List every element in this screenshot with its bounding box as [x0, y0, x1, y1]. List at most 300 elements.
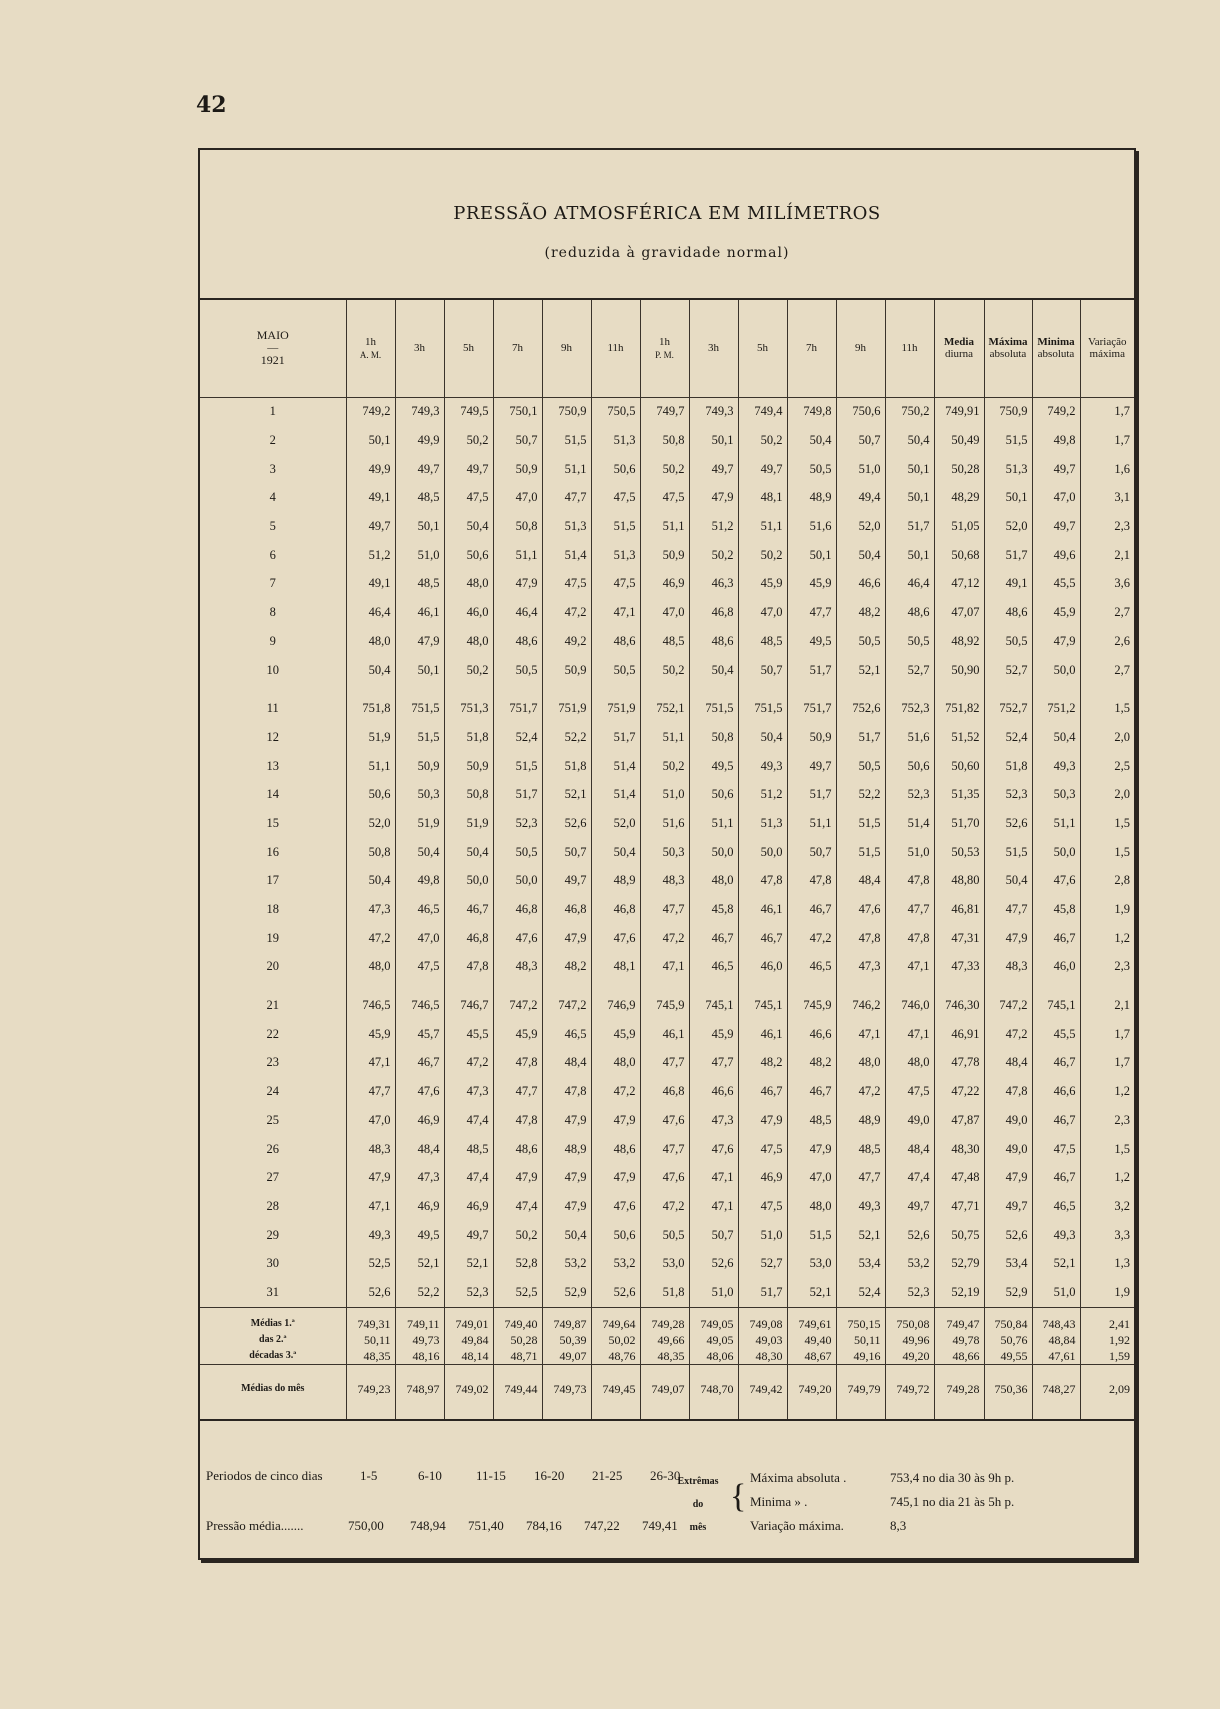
value-cell: 747,2: [542, 981, 591, 1020]
month-mean-cell: 749,02: [444, 1364, 493, 1420]
value-cell: 48,0: [346, 953, 395, 982]
value-cell: 47,87: [934, 1106, 984, 1135]
decade-mean-cell: 750,15 50,11 49,16: [836, 1307, 885, 1364]
month-mean-cell: 748,97: [395, 1364, 444, 1420]
periods-label: Periodos de cinco dias: [206, 1468, 323, 1483]
value-cell: 1,5: [1080, 684, 1134, 723]
value-cell: 46,7: [1032, 1049, 1080, 1078]
value-cell: 49,8: [1032, 426, 1080, 455]
day-cell: 21: [266, 998, 279, 1013]
value-cell: 47,4: [444, 1163, 493, 1192]
period-item: 16-20: [534, 1468, 565, 1483]
value-cell: 52,4: [836, 1278, 885, 1307]
value-cell: 50,8: [640, 426, 689, 455]
value-cell: 50,3: [395, 780, 444, 809]
value-cell: 751,3: [444, 684, 493, 723]
value-cell: 48,6: [493, 1135, 542, 1164]
value-cell: 48,3: [493, 953, 542, 982]
value-cell: 47,5: [885, 1077, 934, 1106]
value-cell: 47,48: [934, 1163, 984, 1192]
value-cell: 747,2: [984, 981, 1032, 1020]
value-cell: 752,7: [984, 684, 1032, 723]
value-cell: 50,2: [689, 541, 738, 570]
value-cell: 46,1: [738, 895, 787, 924]
month-mean-cell: 749,28: [934, 1364, 984, 1420]
value-cell: 49,7: [444, 1221, 493, 1250]
value-cell: 749,8: [787, 397, 836, 426]
value-cell: 751,7: [787, 684, 836, 723]
value-cell: 49,7: [1032, 455, 1080, 484]
value-cell: 49,3: [1032, 1221, 1080, 1250]
value-cell: 49,9: [346, 455, 395, 484]
value-cell: 47,6: [591, 1192, 640, 1221]
value-cell: 45,5: [444, 1020, 493, 1049]
table-row: [200, 953, 1134, 982]
decade-means-row: [200, 1307, 1134, 1364]
value-cell: 50,3: [1032, 780, 1080, 809]
value-cell: 51,3: [984, 455, 1032, 484]
day-cell: 29: [266, 1227, 279, 1242]
value-cell: 51,6: [787, 512, 836, 541]
value-cell: 1,2: [1080, 1077, 1134, 1106]
month-mean-cell: 2,09: [1080, 1364, 1134, 1420]
table-row: [200, 1135, 1134, 1164]
value-cell: 50,9: [493, 455, 542, 484]
value-cell: 51,0: [885, 838, 934, 867]
value-cell: 50,4: [738, 723, 787, 752]
value-cell: 51,4: [542, 541, 591, 570]
value-cell: 47,0: [738, 598, 787, 627]
value-cell: 750,1: [493, 397, 542, 426]
value-cell: 47,1: [591, 598, 640, 627]
value-cell: 51,1: [493, 541, 542, 570]
value-cell: 51,5: [984, 838, 1032, 867]
value-cell: 48,5: [738, 627, 787, 656]
value-cell: 751,5: [738, 684, 787, 723]
value-cell: 49,7: [395, 455, 444, 484]
value-cell: 48,2: [542, 953, 591, 982]
value-cell: 51,0: [640, 780, 689, 809]
day-cell: 12: [266, 729, 279, 744]
value-cell: 749,3: [689, 397, 738, 426]
value-cell: 48,0: [444, 570, 493, 599]
value-cell: 2,1: [1080, 541, 1134, 570]
value-cell: 52,3: [984, 780, 1032, 809]
value-cell: 50,1: [346, 426, 395, 455]
value-cell: 52,1: [542, 780, 591, 809]
page-title: PRESSÃO ATMOSFÉRICA EM MILÍMETROS: [453, 203, 881, 224]
value-cell: 51,5: [395, 723, 444, 752]
value-cell: 49,0: [984, 1106, 1032, 1135]
value-cell: 51,0: [738, 1221, 787, 1250]
day-cell: 6: [269, 547, 276, 562]
table-row: [200, 541, 1134, 570]
value-cell: 47,7: [689, 1049, 738, 1078]
value-cell: 51,1: [346, 752, 395, 781]
value-cell: 46,0: [738, 953, 787, 982]
value-cell: 50,1: [885, 484, 934, 513]
value-cell: 50,7: [787, 838, 836, 867]
value-cell: 51,6: [640, 809, 689, 838]
value-cell: 46,7: [787, 895, 836, 924]
value-cell: 50,4: [885, 426, 934, 455]
hour-header: 1h P. M.: [640, 300, 689, 397]
value-cell: 1,7: [1080, 426, 1134, 455]
value-cell: 751,8: [346, 684, 395, 723]
month-mean-cell: 749,72: [885, 1364, 934, 1420]
value-cell: 49,4: [836, 484, 885, 513]
value-cell: 50,4: [591, 838, 640, 867]
value-cell: 47,6: [640, 1106, 689, 1135]
table-body: [200, 397, 1134, 1307]
pressure-table: [200, 300, 1134, 1421]
day-cell: 13: [266, 758, 279, 773]
value-cell: 51,8: [640, 1278, 689, 1307]
value-cell: 49,5: [787, 627, 836, 656]
value-cell: 47,9: [542, 1106, 591, 1135]
value-cell: 1,5: [1080, 1135, 1134, 1164]
value-cell: 50,9: [640, 541, 689, 570]
value-cell: 50,1: [395, 656, 444, 685]
value-cell: 50,5: [984, 627, 1032, 656]
value-cell: 47,1: [346, 1049, 395, 1078]
table-row: [200, 484, 1134, 513]
month-mean-cell: 749,42: [738, 1364, 787, 1420]
value-cell: 52,19: [934, 1278, 984, 1307]
value-cell: 50,6: [444, 541, 493, 570]
day-cell: 16: [266, 844, 279, 859]
value-cell: 45,9: [591, 1020, 640, 1049]
value-cell: 47,1: [885, 953, 934, 982]
value-cell: 51,5: [542, 426, 591, 455]
value-cell: 50,28: [934, 455, 984, 484]
value-cell: 46,5: [542, 1020, 591, 1049]
hour-header: 9h: [836, 300, 885, 397]
value-cell: 47,3: [836, 953, 885, 982]
value-cell: 48,6: [493, 627, 542, 656]
value-cell: 745,9: [787, 981, 836, 1020]
value-cell: 751,9: [591, 684, 640, 723]
value-cell: 50,9: [787, 723, 836, 752]
value-cell: 52,8: [493, 1249, 542, 1278]
value-cell: 50,2: [738, 541, 787, 570]
value-cell: 47,8: [493, 1106, 542, 1135]
value-cell: 46,8: [591, 895, 640, 924]
value-cell: 46,7: [738, 1077, 787, 1106]
value-cell: 49,7: [984, 1192, 1032, 1221]
value-cell: 49,7: [444, 455, 493, 484]
table-row: [200, 838, 1134, 867]
value-cell: 48,4: [395, 1135, 444, 1164]
table-row: [200, 570, 1134, 599]
page-subtitle: (reduzida à gravidade normal): [544, 245, 790, 261]
period-item: 11-15: [476, 1468, 506, 1483]
value-cell: 50,9: [395, 752, 444, 781]
value-cell: 50,7: [689, 1221, 738, 1250]
value-cell: 52,4: [984, 723, 1032, 752]
day-cell: 23: [266, 1055, 279, 1070]
value-cell: 49,7: [738, 455, 787, 484]
value-cell: 47,8: [738, 867, 787, 896]
value-cell: 47,22: [934, 1077, 984, 1106]
value-cell: 47,0: [640, 598, 689, 627]
value-cell: 51,7: [738, 1278, 787, 1307]
minima-header: Minima absoluta: [1032, 300, 1080, 397]
hour-header: 5h: [444, 300, 493, 397]
value-cell: 51,5: [836, 838, 885, 867]
value-cell: 1,7: [1080, 397, 1134, 426]
value-cell: 47,6: [689, 1135, 738, 1164]
value-cell: 1,3: [1080, 1249, 1134, 1278]
value-cell: 45,8: [1032, 895, 1080, 924]
value-cell: 51,52: [934, 723, 984, 752]
pressure-value: 784,16: [526, 1518, 562, 1533]
value-cell: 47,12: [934, 570, 984, 599]
value-cell: 48,5: [444, 1135, 493, 1164]
value-cell: 47,9: [1032, 627, 1080, 656]
value-cell: 47,7: [640, 1049, 689, 1078]
value-cell: 51,5: [591, 512, 640, 541]
value-cell: 47,07: [934, 598, 984, 627]
value-cell: 47,2: [984, 1020, 1032, 1049]
day-cell: 28: [266, 1198, 279, 1213]
value-cell: 49,0: [984, 1135, 1032, 1164]
value-cell: 46,6: [836, 570, 885, 599]
value-cell: 51,70: [934, 809, 984, 838]
value-cell: 749,2: [1032, 397, 1080, 426]
value-cell: 52,3: [493, 809, 542, 838]
value-cell: 52,0: [346, 809, 395, 838]
page-number: 42: [196, 92, 227, 118]
value-cell: 50,0: [689, 838, 738, 867]
value-cell: 51,2: [738, 780, 787, 809]
value-cell: 50,4: [395, 838, 444, 867]
value-cell: 47,9: [493, 570, 542, 599]
value-cell: 745,1: [1032, 981, 1080, 1020]
month-mean-cell: 750,36: [984, 1364, 1032, 1420]
value-cell: 745,9: [640, 981, 689, 1020]
value-cell: 47,5: [591, 484, 640, 513]
value-cell: 46,7: [689, 924, 738, 953]
value-cell: 48,0: [346, 627, 395, 656]
value-cell: 50,4: [542, 1221, 591, 1250]
month-mean-cell: 749,23: [346, 1364, 395, 1420]
value-cell: 46,8: [542, 895, 591, 924]
value-cell: 50,2: [640, 656, 689, 685]
value-cell: 48,9: [591, 867, 640, 896]
value-cell: 48,9: [836, 1106, 885, 1135]
month-means-label: Médias do mês: [200, 1364, 346, 1420]
value-cell: 45,8: [689, 895, 738, 924]
value-cell: 50,75: [934, 1221, 984, 1250]
day-cell: 20: [266, 959, 279, 974]
table-row: [200, 455, 1134, 484]
value-cell: 3,6: [1080, 570, 1134, 599]
value-cell: 48,0: [689, 867, 738, 896]
value-cell: 52,5: [493, 1278, 542, 1307]
value-cell: 45,9: [689, 1020, 738, 1049]
value-cell: 46,91: [934, 1020, 984, 1049]
value-cell: 52,9: [542, 1278, 591, 1307]
value-cell: 49,1: [984, 570, 1032, 599]
value-cell: 51,5: [836, 809, 885, 838]
value-cell: 50,9: [542, 656, 591, 685]
value-cell: 51,5: [493, 752, 542, 781]
value-cell: 50,60: [934, 752, 984, 781]
month-mean-cell: 748,27: [1032, 1364, 1080, 1420]
value-cell: 50,5: [787, 455, 836, 484]
value-cell: 50,6: [689, 780, 738, 809]
value-cell: 50,4: [984, 867, 1032, 896]
value-cell: 48,5: [787, 1106, 836, 1135]
value-cell: 48,0: [591, 1049, 640, 1078]
value-cell: 52,1: [1032, 1249, 1080, 1278]
value-cell: 45,7: [395, 1020, 444, 1049]
decade-mean-cell: 750,84 50,76 49,55: [984, 1307, 1032, 1364]
table-header-block: [200, 150, 1134, 300]
value-cell: 749,2: [346, 397, 395, 426]
table-row: [200, 981, 1134, 1020]
value-cell: 749,4: [738, 397, 787, 426]
value-cell: 47,7: [346, 1077, 395, 1106]
value-cell: 53,0: [787, 1249, 836, 1278]
value-cell: 48,4: [542, 1049, 591, 1078]
value-cell: 745,1: [689, 981, 738, 1020]
value-cell: 51,7: [591, 723, 640, 752]
value-cell: 48,2: [787, 1049, 836, 1078]
value-cell: 746,5: [346, 981, 395, 1020]
value-cell: 47,9: [346, 1163, 395, 1192]
period-item: 1-5: [360, 1468, 378, 1483]
value-cell: 51,7: [885, 512, 934, 541]
value-cell: 46,7: [787, 1077, 836, 1106]
value-cell: 46,4: [885, 570, 934, 599]
value-cell: 2,3: [1080, 512, 1134, 541]
value-cell: 48,30: [934, 1135, 984, 1164]
value-cell: 47,7: [493, 1077, 542, 1106]
table-row: [200, 1192, 1134, 1221]
decade-mean-cell: 749,01 49,84 48,14: [444, 1307, 493, 1364]
value-cell: 48,3: [346, 1135, 395, 1164]
value-cell: 47,6: [395, 1077, 444, 1106]
value-cell: 47,8: [885, 924, 934, 953]
pressure-value: 751,40: [468, 1518, 504, 1533]
value-cell: 46,5: [689, 953, 738, 982]
value-cell: 47,0: [395, 924, 444, 953]
decade-mean-cell: 749,08 49,03 48,30: [738, 1307, 787, 1364]
value-cell: 51,0: [689, 1278, 738, 1307]
value-cell: 746,9: [591, 981, 640, 1020]
value-cell: 51,2: [346, 541, 395, 570]
value-cell: 52,6: [542, 809, 591, 838]
value-cell: 47,5: [542, 570, 591, 599]
day-cell: 22: [266, 1026, 279, 1041]
value-cell: 47,0: [1032, 484, 1080, 513]
value-cell: 2,3: [1080, 1106, 1134, 1135]
value-cell: 47,2: [542, 598, 591, 627]
value-cell: 47,4: [444, 1106, 493, 1135]
value-cell: 49,7: [346, 512, 395, 541]
value-cell: 1,7: [1080, 1020, 1134, 1049]
value-cell: 52,0: [984, 512, 1032, 541]
value-cell: 53,2: [591, 1249, 640, 1278]
table-row: [200, 895, 1134, 924]
hour-header: 7h: [787, 300, 836, 397]
value-cell: 746,2: [836, 981, 885, 1020]
value-cell: 52,79: [934, 1249, 984, 1278]
value-cell: 50,4: [836, 541, 885, 570]
value-cell: 47,2: [346, 924, 395, 953]
value-cell: 52,2: [395, 1278, 444, 1307]
table-row: [200, 1249, 1134, 1278]
day-cell: 24: [266, 1084, 279, 1099]
value-cell: 752,6: [836, 684, 885, 723]
value-cell: 52,6: [689, 1249, 738, 1278]
value-cell: 47,5: [738, 1135, 787, 1164]
value-cell: 46,6: [787, 1020, 836, 1049]
value-cell: 51,1: [738, 512, 787, 541]
value-cell: 47,33: [934, 953, 984, 982]
value-cell: 53,0: [640, 1249, 689, 1278]
value-cell: 50,49: [934, 426, 984, 455]
value-cell: 47,5: [1032, 1135, 1080, 1164]
month-mean-cell: 749,73: [542, 1364, 591, 1420]
value-cell: 51,4: [591, 752, 640, 781]
value-cell: 45,9: [493, 1020, 542, 1049]
value-cell: 51,7: [836, 723, 885, 752]
value-cell: 47,2: [787, 924, 836, 953]
value-cell: 52,3: [444, 1278, 493, 1307]
value-cell: 46,7: [444, 895, 493, 924]
hour-header: 1h A. M.: [346, 300, 395, 397]
value-cell: 750,9: [542, 397, 591, 426]
value-cell: 3,2: [1080, 1192, 1134, 1221]
value-cell: 47,6: [836, 895, 885, 924]
hour-header: 7h: [493, 300, 542, 397]
value-cell: 47,9: [689, 484, 738, 513]
value-cell: 50,5: [640, 1221, 689, 1250]
value-cell: 47,5: [591, 570, 640, 599]
value-cell: 49,1: [346, 484, 395, 513]
value-cell: 2,3: [1080, 953, 1134, 982]
value-cell: 50,6: [591, 1221, 640, 1250]
value-cell: 49,3: [346, 1221, 395, 1250]
day-cell: 15: [266, 815, 279, 830]
value-cell: 50,6: [346, 780, 395, 809]
value-cell: 46,5: [787, 953, 836, 982]
period-item: 21-25: [592, 1468, 623, 1483]
value-cell: 49,7: [1032, 512, 1080, 541]
value-cell: 747,2: [493, 981, 542, 1020]
value-cell: 48,4: [836, 867, 885, 896]
decade-mean-cell: 749,61 49,40 48,67: [787, 1307, 836, 1364]
variacao-header: Variação máxima: [1080, 300, 1134, 397]
month-mean-cell: 749,20: [787, 1364, 836, 1420]
value-cell: 52,9: [984, 1278, 1032, 1307]
value-cell: 50,1: [885, 541, 934, 570]
value-cell: 50,1: [885, 455, 934, 484]
value-cell: 51,7: [787, 656, 836, 685]
value-cell: 47,1: [885, 1020, 934, 1049]
value-cell: 51,35: [934, 780, 984, 809]
value-cell: 50,9: [444, 752, 493, 781]
table-row: [200, 752, 1134, 781]
value-cell: 47,7: [640, 1135, 689, 1164]
value-cell: 50,1: [984, 484, 1032, 513]
value-cell: 47,9: [591, 1106, 640, 1135]
day-cell: 18: [266, 902, 279, 917]
value-cell: 50,5: [591, 656, 640, 685]
